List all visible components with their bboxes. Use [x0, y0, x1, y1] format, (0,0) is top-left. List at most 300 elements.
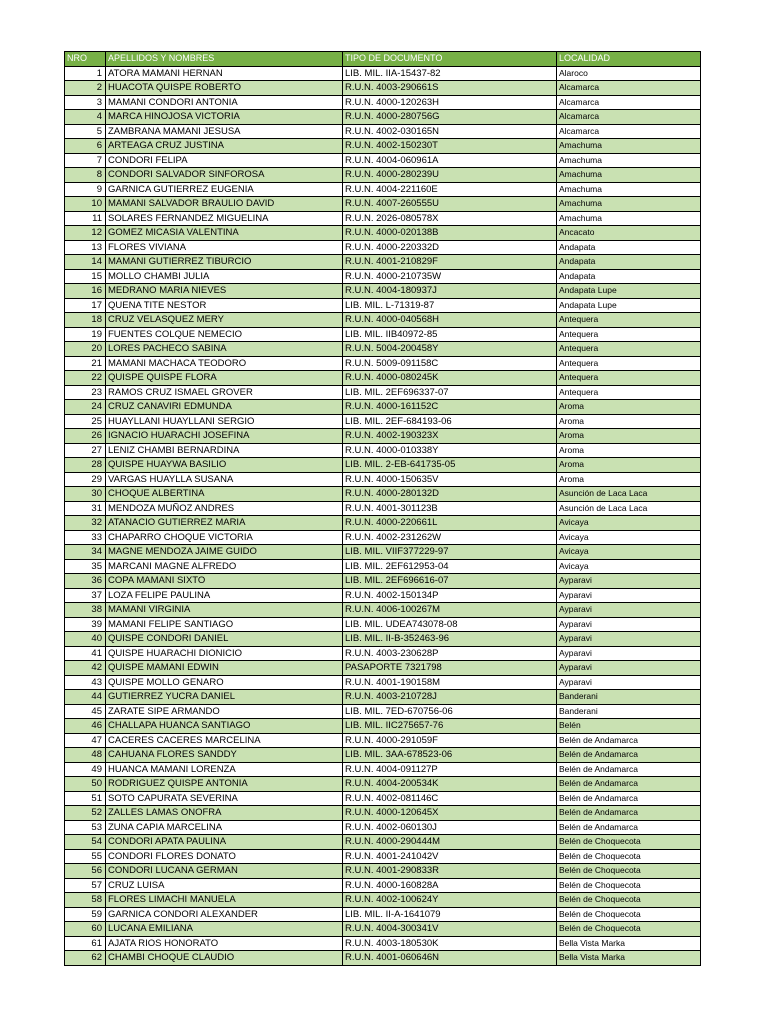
- table-row: [65, 936, 701, 951]
- cell-document[interactable]: R.U.N. 4004-221160E: [343, 182, 557, 197]
- table-row: [65, 835, 701, 850]
- cell-nro[interactable]: 58: [65, 893, 106, 908]
- cell-name[interactable]: QUISPE HUAYWA BASILIO: [106, 458, 343, 473]
- table-row: [65, 400, 701, 415]
- table-row: [65, 211, 701, 226]
- table-row: [65, 371, 701, 386]
- table-row: [65, 255, 701, 270]
- cell-name[interactable]: SOLARES FERNANDEZ MIGUELINA: [106, 211, 343, 226]
- cell-document[interactable]: R.U.N. 4002-030165N: [343, 124, 557, 139]
- cell-nro[interactable]: 40: [65, 632, 106, 647]
- cell-document[interactable]: R.U.N. 4003-230628P: [343, 646, 557, 661]
- cell-locality[interactable]: Bella Vista Marka: [557, 951, 701, 966]
- cell-name[interactable]: SOTO CAPURATA SEVERINA: [106, 791, 343, 806]
- cell-locality[interactable]: Ayparavi: [557, 632, 701, 647]
- cell-nro[interactable]: 11: [65, 211, 106, 226]
- cell-name[interactable]: FLORES VIVIANA: [106, 240, 343, 255]
- cell-document[interactable]: R.U.N. 4003-290661S: [343, 81, 557, 96]
- cell-locality[interactable]: Antequera: [557, 327, 701, 342]
- cell-nro[interactable]: 14: [65, 255, 106, 270]
- cell-nro[interactable]: 48: [65, 748, 106, 763]
- cell-nro[interactable]: 15: [65, 269, 106, 284]
- cell-nro[interactable]: 8: [65, 168, 106, 183]
- table-row: [65, 777, 701, 792]
- cell-name[interactable]: CHALLAPA HUANCA SANTIAGO: [106, 719, 343, 734]
- cell-name[interactable]: COPA MAMANI SIXTO: [106, 574, 343, 589]
- cell-locality[interactable]: Belén de Choquecota: [557, 907, 701, 922]
- cell-nro[interactable]: 13: [65, 240, 106, 255]
- cell-locality[interactable]: Andapata: [557, 255, 701, 270]
- cell-document[interactable]: R.U.N. 4000-220661L: [343, 516, 557, 531]
- table-row: [65, 820, 701, 835]
- table-row: [65, 878, 701, 893]
- cell-name[interactable]: CAHUANA FLORES SANDDY: [106, 748, 343, 763]
- cell-name[interactable]: CONDORI FELIPA: [106, 153, 343, 168]
- spreadsheet: [64, 51, 700, 966]
- table-row: [65, 124, 701, 139]
- cell-name[interactable]: MOLLO CHAMBI JULIA: [106, 269, 343, 284]
- cell-locality[interactable]: Belén de Choquecota: [557, 864, 701, 879]
- cell-name[interactable]: MAGNE MENDOZA JAIME GUIDO: [106, 545, 343, 560]
- cell-document[interactable]: LIB. MIL. 7ED-670756-06: [343, 704, 557, 719]
- cell-name[interactable]: MARCA HINOJOSA VICTORIA: [106, 110, 343, 125]
- cell-document[interactable]: LIB. MIL. 3AA-678523-06: [343, 748, 557, 763]
- cell-document[interactable]: R.U.N. 4000-120263H: [343, 95, 557, 110]
- cell-name[interactable]: MEDRANO MARIA NIEVES: [106, 284, 343, 299]
- cell-locality[interactable]: Amachuma: [557, 139, 701, 154]
- cell-name[interactable]: MAMANI CONDORI ANTONIA: [106, 95, 343, 110]
- cell-locality[interactable]: Amachuma: [557, 182, 701, 197]
- cell-document[interactable]: LIB. MIL. VIIF377229-97: [343, 545, 557, 560]
- cell-nro[interactable]: 41: [65, 646, 106, 661]
- table-row: [65, 313, 701, 328]
- cell-document[interactable]: LIB. MIL. UDEA743078-08: [343, 617, 557, 632]
- cell-locality[interactable]: Avicaya: [557, 559, 701, 574]
- cell-name[interactable]: QUISPE MAMANI EDWIN: [106, 661, 343, 676]
- cell-locality[interactable]: Belén de Andamarca: [557, 806, 701, 821]
- table-row: [65, 168, 701, 183]
- cell-nro[interactable]: 27: [65, 443, 106, 458]
- cell-document[interactable]: R.U.N. 4002-060130J: [343, 820, 557, 835]
- cell-nro[interactable]: 39: [65, 617, 106, 632]
- table-row: [65, 545, 701, 560]
- cell-name[interactable]: LOZA FELIPE PAULINA: [106, 588, 343, 603]
- cell-name[interactable]: MAMANI SALVADOR BRAULIO DAVID: [106, 197, 343, 212]
- table-row: [65, 356, 701, 371]
- cell-document[interactable]: LIB. MIL. 2EF696616-07: [343, 574, 557, 589]
- cell-locality[interactable]: Aroma: [557, 443, 701, 458]
- cell-locality[interactable]: Belén de Andamarca: [557, 791, 701, 806]
- cell-locality[interactable]: Alcamarca: [557, 110, 701, 125]
- cell-locality[interactable]: Belén de Andamarca: [557, 733, 701, 748]
- cell-name[interactable]: CONDORI FLORES DONATO: [106, 849, 343, 864]
- cell-nro[interactable]: 43: [65, 675, 106, 690]
- cell-nro[interactable]: 31: [65, 501, 106, 516]
- cell-document[interactable]: R.U.N. 4001-301123B: [343, 501, 557, 516]
- cell-document[interactable]: R.U.N. 4000-120645X: [343, 806, 557, 821]
- cell-nro[interactable]: 2: [65, 81, 106, 96]
- table-row: [65, 487, 701, 502]
- cell-nro[interactable]: 36: [65, 574, 106, 589]
- table-row: [65, 182, 701, 197]
- cell-nro[interactable]: 61: [65, 936, 106, 951]
- cell-locality[interactable]: Belén de Choquecota: [557, 922, 701, 937]
- cell-document[interactable]: R.U.N. 4004-180937J: [343, 284, 557, 299]
- cell-name[interactable]: MAMANI VIRGINIA: [106, 603, 343, 618]
- cell-document[interactable]: R.U.N. 4006-100267M: [343, 603, 557, 618]
- cell-nro[interactable]: 56: [65, 864, 106, 879]
- cell-locality[interactable]: Avicaya: [557, 545, 701, 560]
- cell-nro[interactable]: 5: [65, 124, 106, 139]
- table-row: [65, 588, 701, 603]
- cell-document[interactable]: R.U.N. 4003-180530K: [343, 936, 557, 951]
- cell-locality[interactable]: Antequera: [557, 342, 701, 357]
- cell-nro[interactable]: 25: [65, 414, 106, 429]
- cell-nro[interactable]: 47: [65, 733, 106, 748]
- cell-locality[interactable]: Antequera: [557, 313, 701, 328]
- cell-locality[interactable]: Belén de Andamarca: [557, 777, 701, 792]
- cell-nro[interactable]: 37: [65, 588, 106, 603]
- cell-name[interactable]: QUISPE CONDORI DANIEL: [106, 632, 343, 647]
- cell-nro[interactable]: 34: [65, 545, 106, 560]
- cell-nro[interactable]: 29: [65, 472, 106, 487]
- table-row: [65, 327, 701, 342]
- table-row: [65, 806, 701, 821]
- cell-nro[interactable]: 45: [65, 704, 106, 719]
- cell-locality[interactable]: Antequera: [557, 385, 701, 400]
- table-row: [65, 81, 701, 96]
- cell-document[interactable]: R.U.N. 4000-210735W: [343, 269, 557, 284]
- cell-document[interactable]: LIB. MIL. 2EF696337-07: [343, 385, 557, 400]
- cell-document[interactable]: R.U.N. 4001-241042V: [343, 849, 557, 864]
- cell-nro[interactable]: 30: [65, 487, 106, 502]
- cell-locality[interactable]: Belén: [557, 719, 701, 734]
- cell-name[interactable]: IGNACIO HUARACHI JOSEFINA: [106, 429, 343, 444]
- cell-nro[interactable]: 53: [65, 820, 106, 835]
- cell-document[interactable]: R.U.N. 2026-080578X: [343, 211, 557, 226]
- cell-locality[interactable]: Ayparavi: [557, 574, 701, 589]
- cell-locality[interactable]: Amachuma: [557, 211, 701, 226]
- cell-locality[interactable]: Ayparavi: [557, 661, 701, 676]
- table-row: [65, 501, 701, 516]
- cell-name[interactable]: LORES PACHECO SABINA: [106, 342, 343, 357]
- cell-document[interactable]: R.U.N. 4002-190323X: [343, 429, 557, 444]
- cell-name[interactable]: ATORA MAMANI HERNAN: [106, 66, 343, 81]
- table-row: [65, 922, 701, 937]
- cell-locality[interactable]: Belén de Choquecota: [557, 849, 701, 864]
- cell-name[interactable]: QUISPE QUISPE FLORA: [106, 371, 343, 386]
- cell-document[interactable]: R.U.N. 5004-200458Y: [343, 342, 557, 357]
- cell-nro[interactable]: 28: [65, 458, 106, 473]
- cell-nro[interactable]: 17: [65, 298, 106, 313]
- cell-nro[interactable]: 59: [65, 907, 106, 922]
- cell-name[interactable]: QUENA TITE NESTOR: [106, 298, 343, 313]
- cell-name[interactable]: CONDORI LUCANA GERMAN: [106, 864, 343, 879]
- cell-nro[interactable]: 6: [65, 139, 106, 154]
- table-row: [65, 748, 701, 763]
- cell-document[interactable]: R.U.N. 4001-060646N: [343, 951, 557, 966]
- cell-document[interactable]: R.U.N. 4000-150635V: [343, 472, 557, 487]
- cell-name[interactable]: MENDOZA MUÑOZ ANDRES: [106, 501, 343, 516]
- table-row: [65, 284, 701, 299]
- cell-nro[interactable]: 19: [65, 327, 106, 342]
- cell-locality[interactable]: Aroma: [557, 429, 701, 444]
- cell-document[interactable]: LIB. MIL. II-B-352463-96: [343, 632, 557, 647]
- cell-name[interactable]: ZAMBRANA MAMANI JESUSA: [106, 124, 343, 139]
- table-row: [65, 516, 701, 531]
- cell-name[interactable]: QUISPE MOLLO GENARO: [106, 675, 343, 690]
- table-row: [65, 298, 701, 313]
- header-apellidos-nombres[interactable]: APELLIDOS Y NOMBRES: [106, 52, 343, 67]
- table-body: [65, 66, 701, 965]
- cell-locality[interactable]: Alcamarca: [557, 95, 701, 110]
- cell-name[interactable]: RODRIGUEZ QUISPE ANTONIA: [106, 777, 343, 792]
- cell-locality[interactable]: Banderani: [557, 704, 701, 719]
- cell-name[interactable]: GARNICA CONDORI ALEXANDER: [106, 907, 343, 922]
- table-row: [65, 530, 701, 545]
- cell-nro[interactable]: 38: [65, 603, 106, 618]
- cell-locality[interactable]: Avicaya: [557, 516, 701, 531]
- cell-locality[interactable]: Aroma: [557, 458, 701, 473]
- cell-document[interactable]: R.U.N. 4002-150134P: [343, 588, 557, 603]
- cell-document[interactable]: PASAPORTE 7321798: [343, 661, 557, 676]
- cell-nro[interactable]: 1: [65, 66, 106, 81]
- cell-name[interactable]: GARNICA GUTIERREZ EUGENIA: [106, 182, 343, 197]
- cell-locality[interactable]: Andapata: [557, 269, 701, 284]
- cell-locality[interactable]: Aroma: [557, 472, 701, 487]
- cell-document[interactable]: R.U.N. 4004-091127P: [343, 762, 557, 777]
- header-tipo-documento[interactable]: TIPO DE DOCUMENTO: [343, 52, 557, 67]
- cell-name[interactable]: AJATA RIOS HONORATO: [106, 936, 343, 951]
- cell-document[interactable]: LIB. MIL. IIA-15437-82: [343, 66, 557, 81]
- table-row: [65, 269, 701, 284]
- cell-document[interactable]: R.U.N. 4000-220332D: [343, 240, 557, 255]
- cell-document[interactable]: R.U.N. 4000-280239U: [343, 168, 557, 183]
- cell-name[interactable]: CRUZ LUISA: [106, 878, 343, 893]
- cell-locality[interactable]: Andapata: [557, 240, 701, 255]
- cell-locality[interactable]: Ayparavi: [557, 675, 701, 690]
- table-header: [65, 52, 701, 67]
- cell-document[interactable]: R.U.N. 4000-291059F: [343, 733, 557, 748]
- cell-nro[interactable]: 16: [65, 284, 106, 299]
- table-row: [65, 791, 701, 806]
- cell-document[interactable]: LIB. MIL. L-71319-87: [343, 298, 557, 313]
- table-row: [65, 733, 701, 748]
- cell-nro[interactable]: 10: [65, 197, 106, 212]
- cell-nro[interactable]: 33: [65, 530, 106, 545]
- header-row: [65, 52, 701, 67]
- cell-nro[interactable]: 3: [65, 95, 106, 110]
- cell-nro[interactable]: 50: [65, 777, 106, 792]
- cell-name[interactable]: GUTIERREZ YUCRA DANIEL: [106, 690, 343, 705]
- cell-name[interactable]: ZALLES LAMAS ONOFRA: [106, 806, 343, 821]
- cell-name[interactable]: FLORES LIMACHI MANUELA: [106, 893, 343, 908]
- cell-nro[interactable]: 9: [65, 182, 106, 197]
- cell-document[interactable]: R.U.N. 4004-300341V: [343, 922, 557, 937]
- cell-document[interactable]: R.U.N. 4000-040568H: [343, 313, 557, 328]
- cell-nro[interactable]: 51: [65, 791, 106, 806]
- cell-document[interactable]: R.U.N. 4007-260555U: [343, 197, 557, 212]
- cell-name[interactable]: CACERES CACERES MARCELINA: [106, 733, 343, 748]
- cell-locality[interactable]: Belén de Choquecota: [557, 893, 701, 908]
- table-row: [65, 907, 701, 922]
- cell-locality[interactable]: Antequera: [557, 356, 701, 371]
- header-nro[interactable]: NRO: [65, 52, 106, 67]
- cell-name[interactable]: HUAYLLANI HUAYLLANI SERGIO: [106, 414, 343, 429]
- cell-name[interactable]: CRUZ CANAVIRI EDMUNDA: [106, 400, 343, 415]
- cell-locality[interactable]: Belén de Andamarca: [557, 762, 701, 777]
- cell-locality[interactable]: Alaroco: [557, 66, 701, 81]
- table-row: [65, 95, 701, 110]
- cell-nro[interactable]: 12: [65, 226, 106, 241]
- cell-document[interactable]: R.U.N. 4000-280132D: [343, 487, 557, 502]
- cell-document[interactable]: R.U.N. 4004-200534K: [343, 777, 557, 792]
- cell-document[interactable]: R.U.N. 4002-081146C: [343, 791, 557, 806]
- cell-nro[interactable]: 22: [65, 371, 106, 386]
- cell-document[interactable]: R.U.N. 4002-100624Y: [343, 893, 557, 908]
- cell-nro[interactable]: 23: [65, 385, 106, 400]
- cell-nro[interactable]: 4: [65, 110, 106, 125]
- cell-document[interactable]: R.U.N. 4004-060961A: [343, 153, 557, 168]
- cell-name[interactable]: HUACOTA QUISPE ROBERTO: [106, 81, 343, 96]
- cell-name[interactable]: MARCANI MAGNE ALFREDO: [106, 559, 343, 574]
- cell-document[interactable]: R.U.N. 4000-080245K: [343, 371, 557, 386]
- cell-nro[interactable]: 57: [65, 878, 106, 893]
- cell-document[interactable]: R.U.N. 4000-280756G: [343, 110, 557, 125]
- cell-nro[interactable]: 54: [65, 835, 106, 850]
- cell-name[interactable]: GOMEZ MICASIA VALENTINA: [106, 226, 343, 241]
- cell-document[interactable]: R.U.N. 4000-020138B: [343, 226, 557, 241]
- cell-nro[interactable]: 62: [65, 951, 106, 966]
- cell-nro[interactable]: 21: [65, 356, 106, 371]
- table-row: [65, 719, 701, 734]
- cell-document[interactable]: R.U.N. 4002-231262W: [343, 530, 557, 545]
- cell-name[interactable]: CRUZ VELASQUEZ MERY: [106, 313, 343, 328]
- cell-document[interactable]: R.U.N. 4003-210728J: [343, 690, 557, 705]
- table-row: [65, 458, 701, 473]
- cell-locality[interactable]: Ayparavi: [557, 603, 701, 618]
- cell-locality[interactable]: Andapata Lupe: [557, 284, 701, 299]
- cell-name[interactable]: CHAPARRO CHOQUE VICTORIA: [106, 530, 343, 545]
- cell-name[interactable]: ZUNA CAPIA MARCELINA: [106, 820, 343, 835]
- cell-locality[interactable]: Bella Vista Marka: [557, 936, 701, 951]
- cell-name[interactable]: HUANCA MAMANI LORENZA: [106, 762, 343, 777]
- table-row: [65, 66, 701, 81]
- cell-locality[interactable]: Antequera: [557, 371, 701, 386]
- cell-locality[interactable]: Aroma: [557, 414, 701, 429]
- table-row: [65, 139, 701, 154]
- cell-document[interactable]: R.U.N. 4000-010338Y: [343, 443, 557, 458]
- cell-document[interactable]: R.U.N. 5009-091158C: [343, 356, 557, 371]
- cell-locality[interactable]: Amachuma: [557, 168, 701, 183]
- header-localidad[interactable]: LOCALIDAD: [557, 52, 701, 67]
- cell-name[interactable]: MAMANI MACHACA TEODORO: [106, 356, 343, 371]
- cell-nro[interactable]: 32: [65, 516, 106, 531]
- cell-name[interactable]: LENIZ CHAMBI BERNARDINA: [106, 443, 343, 458]
- cell-nro[interactable]: 20: [65, 342, 106, 357]
- table-row: [65, 893, 701, 908]
- cell-locality[interactable]: Avicaya: [557, 530, 701, 545]
- cell-locality[interactable]: Ayparavi: [557, 617, 701, 632]
- cell-document[interactable]: LIB. MIL. IIC275657-76: [343, 719, 557, 734]
- cell-name[interactable]: QUISPE HUARACHI DIONICIO: [106, 646, 343, 661]
- table-row: [65, 704, 701, 719]
- cell-name[interactable]: ATANACIO GUTIERREZ MARIA: [106, 516, 343, 531]
- table-row: [65, 385, 701, 400]
- cell-document[interactable]: R.U.N. 4001-190158M: [343, 675, 557, 690]
- cell-locality[interactable]: Belén de Choquecota: [557, 878, 701, 893]
- table-row: [65, 632, 701, 647]
- cell-name[interactable]: MAMANI GUTIERREZ TIBURCIO: [106, 255, 343, 270]
- cell-locality[interactable]: Ayparavi: [557, 646, 701, 661]
- cell-document[interactable]: LIB. MIL. IIB40972-85: [343, 327, 557, 342]
- cell-nro[interactable]: 35: [65, 559, 106, 574]
- cell-nro[interactable]: 26: [65, 429, 106, 444]
- cell-name[interactable]: ARTEAGA CRUZ JUSTINA: [106, 139, 343, 154]
- cell-nro[interactable]: 44: [65, 690, 106, 705]
- cell-locality[interactable]: Alcamarca: [557, 124, 701, 139]
- cell-document[interactable]: R.U.N. 4000-290444M: [343, 835, 557, 850]
- cell-nro[interactable]: 55: [65, 849, 106, 864]
- table-row: [65, 110, 701, 125]
- cell-locality[interactable]: Ancacato: [557, 226, 701, 241]
- table-row: [65, 574, 701, 589]
- cell-name[interactable]: ZARATE SIPE ARMANDO: [106, 704, 343, 719]
- cell-locality[interactable]: Belén de Andamarca: [557, 820, 701, 835]
- cell-locality[interactable]: Alcamarca: [557, 81, 701, 96]
- cell-document[interactable]: LIB. MIL. 2EF-684193-06: [343, 414, 557, 429]
- cell-locality[interactable]: Belén de Andamarca: [557, 748, 701, 763]
- cell-locality[interactable]: Amachuma: [557, 153, 701, 168]
- cell-locality[interactable]: Aroma: [557, 400, 701, 415]
- table-row: [65, 951, 701, 966]
- cell-document[interactable]: R.U.N. 4001-290833R: [343, 864, 557, 879]
- cell-locality[interactable]: Asunción de Laca Laca: [557, 487, 701, 502]
- cell-document[interactable]: LIB. MIL. 2EF612953-04: [343, 559, 557, 574]
- cell-document[interactable]: LIB. MIL. 2-EB-641735-05: [343, 458, 557, 473]
- table-row: [65, 675, 701, 690]
- cell-locality[interactable]: Asunción de Laca Laca: [557, 501, 701, 516]
- cell-name[interactable]: CHAMBI CHOQUE CLAUDIO: [106, 951, 343, 966]
- cell-name[interactable]: CONDORI APATA PAULINA: [106, 835, 343, 850]
- cell-nro[interactable]: 18: [65, 313, 106, 328]
- cell-document[interactable]: R.U.N. 4000-160828A: [343, 878, 557, 893]
- cell-locality[interactable]: Ayparavi: [557, 588, 701, 603]
- cell-name[interactable]: FUENTES COLQUE NEMECIO: [106, 327, 343, 342]
- cell-locality[interactable]: Belén de Choquecota: [557, 835, 701, 850]
- cell-locality[interactable]: Andapata Lupe: [557, 298, 701, 313]
- cell-document[interactable]: LIB. MIL. II-A-1641079: [343, 907, 557, 922]
- cell-nro[interactable]: 52: [65, 806, 106, 821]
- cell-locality[interactable]: Amachuma: [557, 197, 701, 212]
- cell-document[interactable]: R.U.N. 4000-161152C: [343, 400, 557, 415]
- cell-name[interactable]: CONDORI SALVADOR SINFOROSA: [106, 168, 343, 183]
- cell-name[interactable]: MAMANI FELIPE SANTIAGO: [106, 617, 343, 632]
- cell-document[interactable]: R.U.N. 4001-210829F: [343, 255, 557, 270]
- cell-nro[interactable]: 60: [65, 922, 106, 937]
- cell-name[interactable]: LUCANA EMILIANA: [106, 922, 343, 937]
- cell-nro[interactable]: 46: [65, 719, 106, 734]
- cell-locality[interactable]: Banderani: [557, 690, 701, 705]
- cell-name[interactable]: RAMOS CRUZ ISMAEL GROVER: [106, 385, 343, 400]
- cell-nro[interactable]: 42: [65, 661, 106, 676]
- cell-nro[interactable]: 49: [65, 762, 106, 777]
- cell-nro[interactable]: 7: [65, 153, 106, 168]
- cell-nro[interactable]: 24: [65, 400, 106, 415]
- cell-name[interactable]: VARGAS HUAYLLA SUSANA: [106, 472, 343, 487]
- cell-name[interactable]: CHOQUE ALBERTINA: [106, 487, 343, 502]
- cell-document[interactable]: R.U.N. 4002-150230T: [343, 139, 557, 154]
